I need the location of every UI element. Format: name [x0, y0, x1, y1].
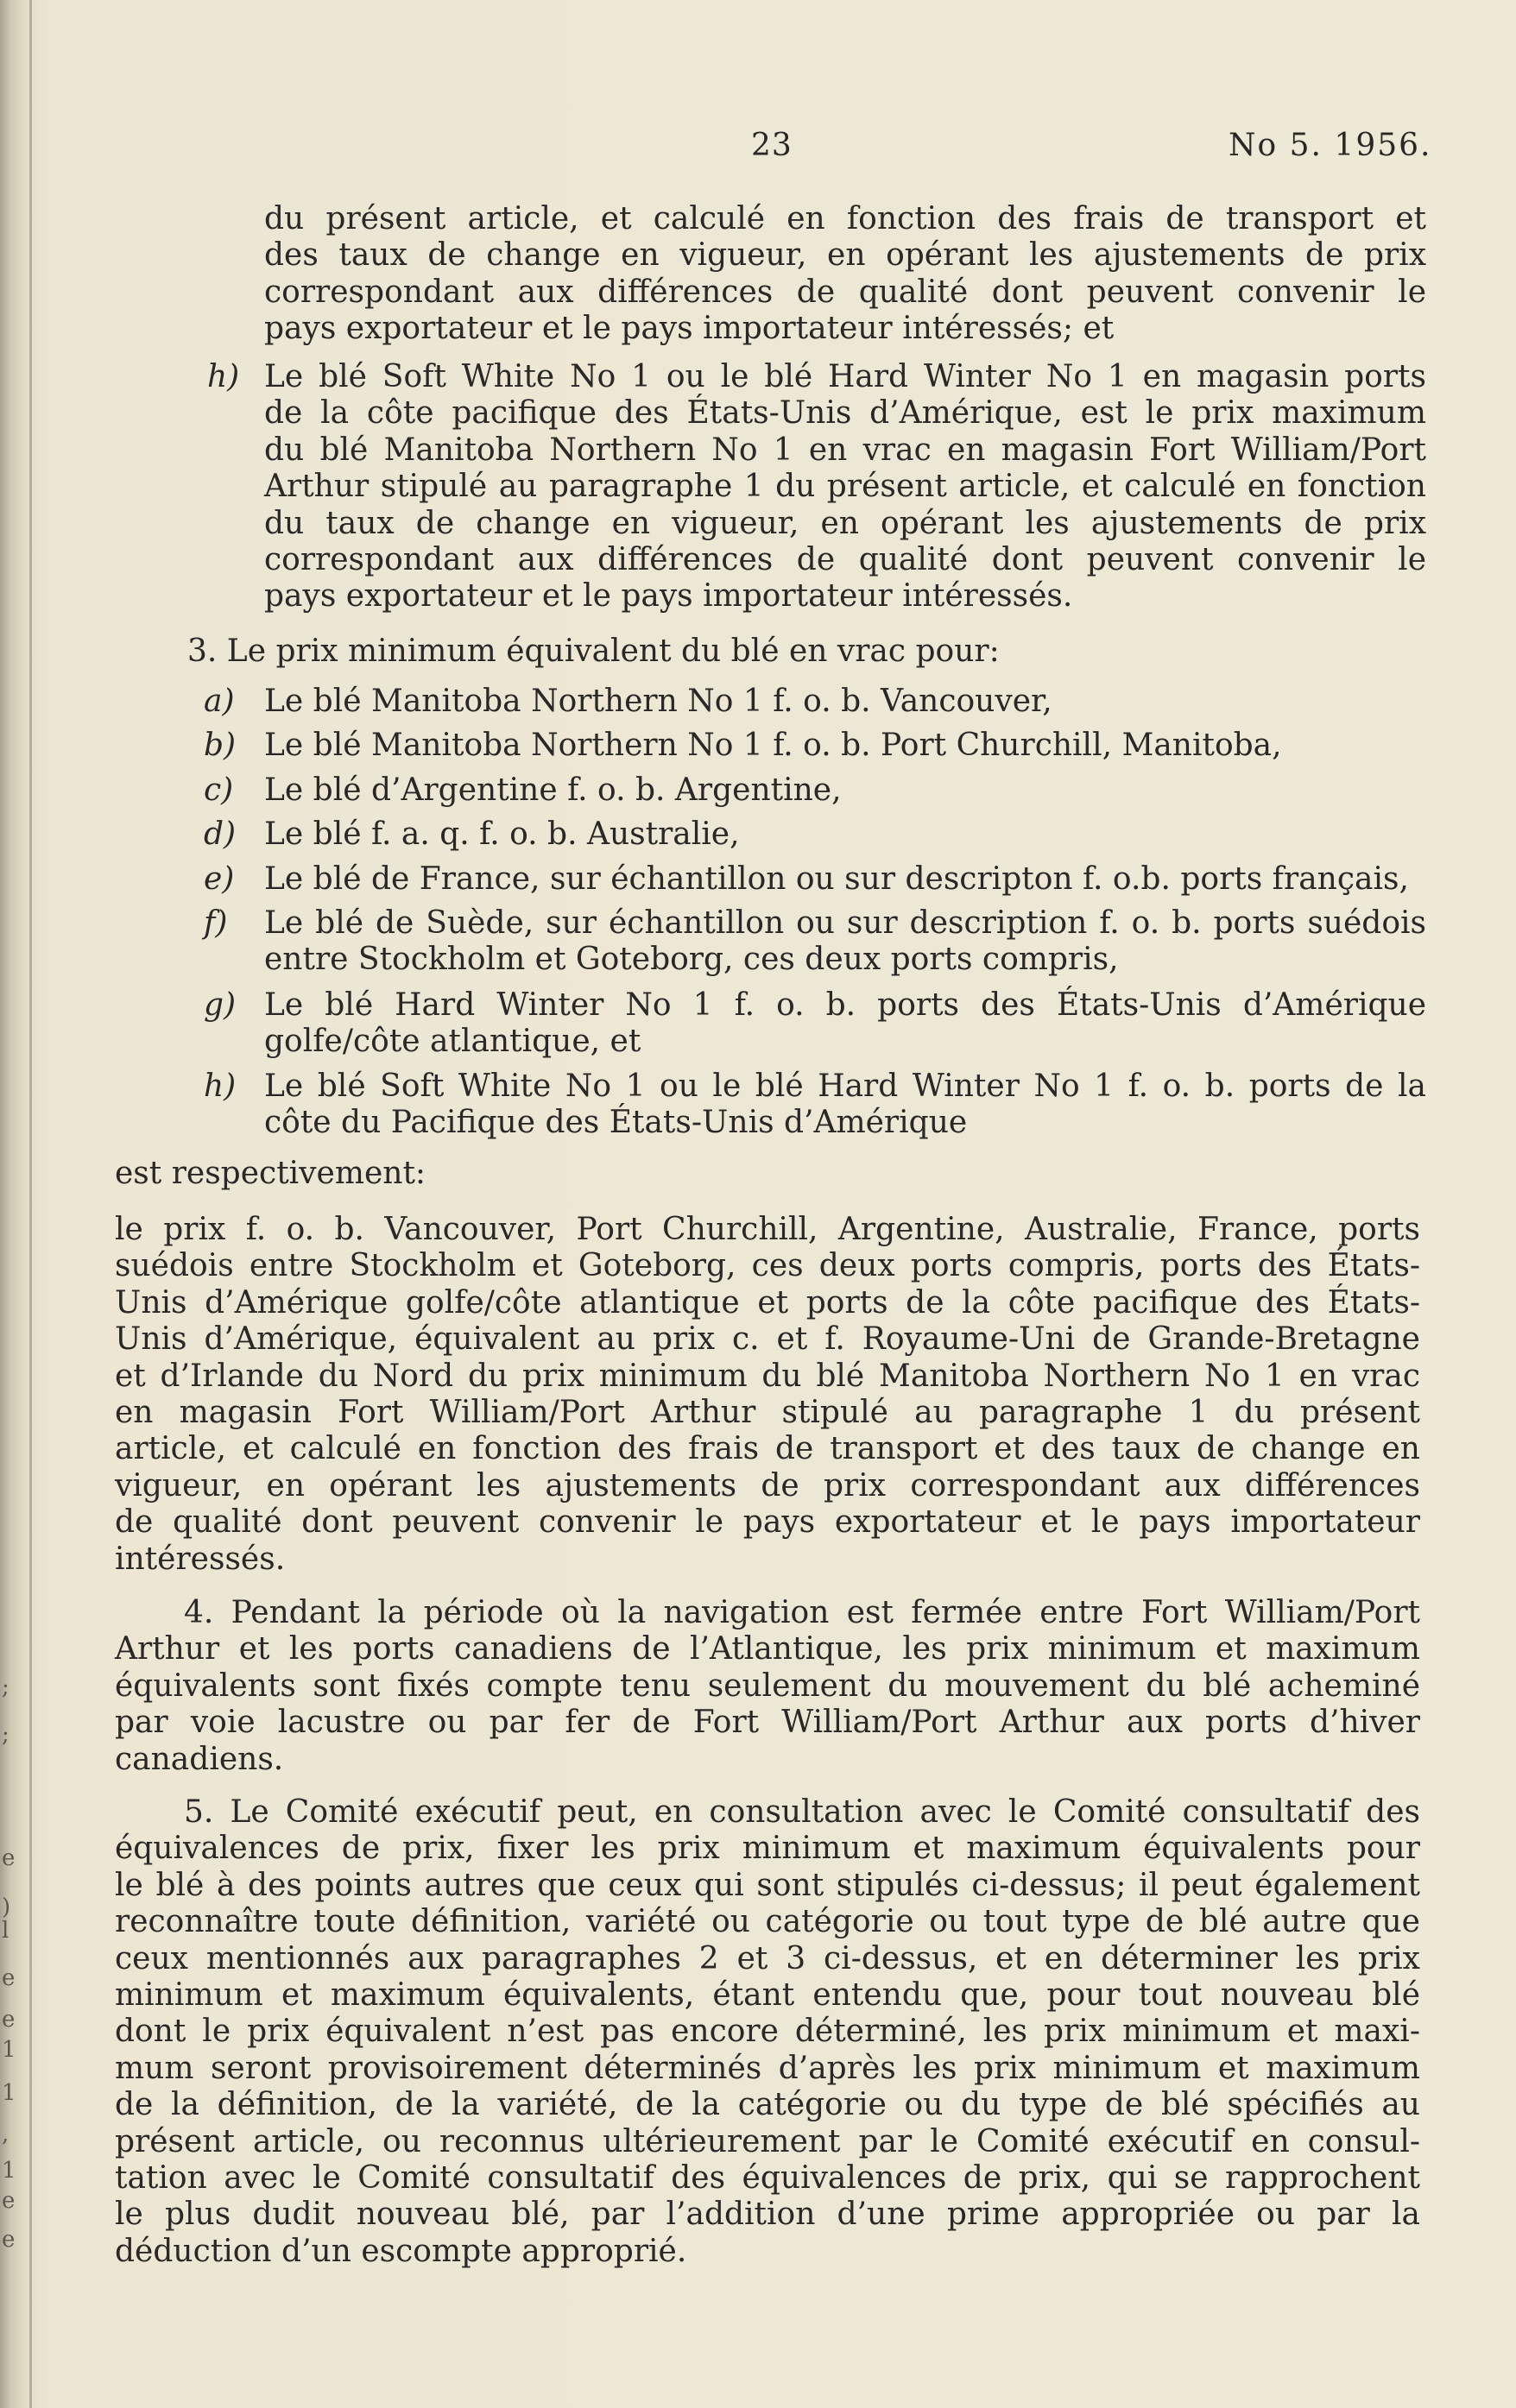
paragraph-line: du blé Manitoba Northern No 1 en vrac en magasin Fort William/Port [264, 432, 1426, 468]
paragraph-line: déduction d’un escompte approprié. [115, 2233, 687, 2269]
list-item-line: Le blé Hard Winter No 1 f. o. b. ports des États-Unis d’Amérique [264, 987, 1426, 1023]
paragraph-line: le blé à des points autres que ceux qui sont stipulés ci-dessus; il peut également [115, 1867, 1420, 1903]
item-letter: d) [204, 816, 237, 852]
paragraph-line: équivalents sont fixés compte tenu seulement du mouvement du blé acheminé [115, 1667, 1420, 1704]
paragraph-line: correspondant aux différences de qualité dont peuvent convenir le [264, 274, 1426, 310]
page-header [0, 128, 1516, 171]
paragraph-line: vigueur, en opérant les ajustements de prix correspondant aux différences [115, 1467, 1420, 1503]
margin-fragment: 1 [2, 2080, 16, 2106]
margin-fragment: e [2, 2007, 16, 2033]
paragraph-line: Arthur et les ports canadiens de l’Atlantique, les prix minimum et maximum [115, 1631, 1420, 1667]
item-letter: c) [204, 772, 234, 808]
margin-fragment: e [2, 1845, 16, 1871]
list-item-line: entre Stockholm et Goteborg, ces deux ports compris, [264, 942, 1119, 978]
paragraph-line: canadiens. [115, 1741, 284, 1777]
paragraph-line: est respectivement: [115, 1156, 426, 1191]
paragraph-heading: 3. Le prix minimum équivalent du blé en vrac pour: [187, 634, 1000, 669]
paragraph-line: de la définition, de la variété, de la catégorie ou du type de blé spécifiés au [115, 2087, 1420, 2123]
paragraph-line: le plus dudit nouveau blé, par l’addition d’une prime appropriée ou par la [115, 2197, 1420, 2233]
item-letter: a) [204, 684, 235, 719]
paragraph-line: 4. Pendant la période où la navigation est fermée entre Fort William/Port [184, 1595, 1420, 1630]
issue-label: No 5. 1956. [1229, 128, 1432, 163]
paragraph-line: dont le prix équivalent n’est pas encore déterminé, les prix minimum et maxi- [115, 2014, 1420, 2050]
margin-fragment: ; [2, 1722, 9, 1748]
item-letter: h) [207, 359, 240, 394]
item-letter: b) [204, 728, 237, 763]
paragraph-line: et d’Irlande du Nord du prix minimum du blé Manitoba Northern No 1 en vrac [115, 1358, 1420, 1394]
binding-gutter [29, 0, 32, 2408]
margin-fragment: ; [2, 1674, 9, 1700]
list-item-line: Le blé Soft White No 1 ou le blé Hard Winter No 1 f. o. b. ports de la [264, 1068, 1426, 1104]
list-item-line: golfe/côte atlantique, et [264, 1024, 641, 1060]
item-letter: h) [204, 1068, 237, 1104]
margin-fragment: l [2, 1918, 9, 1944]
paragraph-line: Unis d’Amérique golfe/côte atlantique et ports de la côte pacifique des États- [115, 1284, 1420, 1321]
margin-fragments [2, 0, 21, 2408]
paragraph-line: suédois entre Stockholm et Goteborg, ces deux ports compris, ports des États- [115, 1248, 1420, 1284]
paragraph-line: de qualité dont peuvent convenir le pays exportateur et le pays importateur [115, 1504, 1420, 1541]
paragraph-line: en magasin Fort William/Port Arthur stipulé au paragraphe 1 du présent [115, 1395, 1420, 1430]
paragraph-line: 5. Le Comité exécutif peut, en consultation avec le Comité consultatif des [184, 1794, 1420, 1830]
list-item-line: Le blé de France, sur échantillon ou sur descripton f. o.b. ports français, [264, 861, 1409, 897]
paragraph-line: équivalences de prix, fixer les prix minimum et maximum équivalents pour [115, 1831, 1420, 1867]
item-letter: f) [204, 905, 228, 941]
paragraph-line: Arthur stipulé au paragraphe 1 du présent article, et calculé en fonction [264, 469, 1426, 505]
paragraph-line: Unis d’Amérique, équivalent au prix c. et f. Royaume-Uni de Grande-Bretagne [115, 1321, 1420, 1358]
list-item-line: côte du Pacifique des États-Unis d’Amérique [264, 1105, 968, 1141]
paragraph-line: du présent article, et calculé en fonction des frais de transport et [264, 201, 1426, 236]
paragraph-line: tation avec le Comité consultatif des équivalences de prix, qui se rapprochent [115, 2160, 1420, 2196]
page-number: 23 [751, 128, 793, 163]
paragraph-line: par voie lacustre ou par fer de Fort William/Port Arthur aux ports d’hiver [115, 1705, 1420, 1741]
paragraph-line: Le blé Soft White No 1 ou le blé Hard Winter No 1 en magasin ports [264, 359, 1426, 394]
paragraph-line: intéressés. [115, 1541, 286, 1577]
margin-fragment: 1 [2, 2037, 16, 2063]
margin-fragment: , [2, 2121, 9, 2147]
paragraph-line: ceux mentionnés aux paragraphes 2 et 3 ci-dessus, et en déterminer les prix [115, 1940, 1420, 1976]
paragraph-line: pays exportateur et le pays importateur intéressés. [264, 578, 1073, 615]
margin-fragment: e [2, 1965, 16, 1991]
margin-fragment: ) [2, 1894, 11, 1920]
paragraph-line: présent article, ou reconnus ultérieurement par le Comité exécutif en consul- [115, 2123, 1420, 2159]
list-item-line: Le blé Manitoba Northern No 1 f. o. b. Port Churchill, Manitoba, [264, 728, 1282, 763]
paragraph-line: de la côte pacifique des États-Unis d’Amérique, est le prix maximum [264, 395, 1426, 432]
paragraph-line: article, et calculé en fonction des frais de transport et des taux de change en [115, 1431, 1420, 1467]
paragraph-line: mum seront provisoirement déterminés d’après les prix minimum et maximum [115, 2050, 1420, 2086]
margin-fragment: 1 [2, 2158, 16, 2184]
list-item-line: Le blé f. a. q. f. o. b. Australie, [264, 816, 740, 852]
item-letter: g) [204, 987, 237, 1023]
paragraph-line: minimum et maximum équivalents, étant entendu que, pour tout nouveau blé [115, 1977, 1420, 2013]
margin-fragment: e [2, 2227, 16, 2253]
paragraph-line: le prix f. o. b. Vancouver, Port Churchill, Argentine, Australie, France, ports [115, 1212, 1420, 1247]
margin-fragment: e [2, 2188, 16, 2214]
list-item-line: Le blé Manitoba Northern No 1 f. o. b. Vancouver, [264, 684, 1052, 719]
paragraph-line: du taux de change en vigueur, en opérant les ajustements de prix [264, 505, 1426, 541]
paragraph-line: pays exportateur et le pays importateur intéressés; et [264, 311, 1115, 347]
paragraph-line: des taux de change en vigueur, en opérant les ajustements de prix [264, 237, 1426, 274]
list-item-line: Le blé d’Argentine f. o. b. Argentine, [264, 772, 842, 808]
paragraph-line: correspondant aux différences de qualité dont peuvent convenir le [264, 542, 1426, 577]
paragraph-line: reconnaître toute définition, variété ou catégorie ou tout type de blé autre que [115, 1904, 1420, 1940]
item-letter: e) [204, 861, 235, 897]
list-item-line: Le blé de Suède, sur échantillon ou sur description f. o. b. ports suédois [264, 905, 1426, 941]
